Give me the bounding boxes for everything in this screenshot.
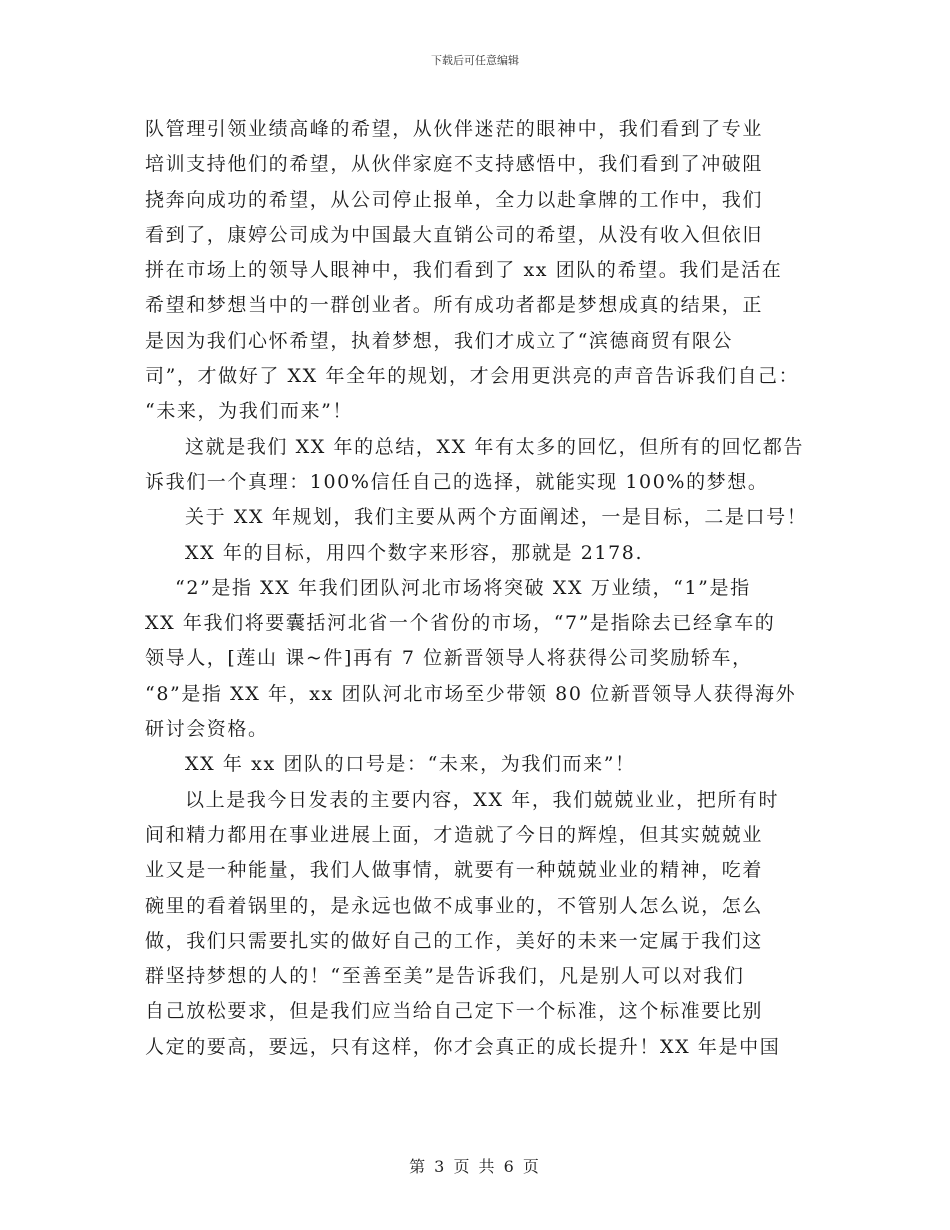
- text-line: 是因为我们心怀希望，执着梦想，我们才成立了“滨德商贸有限公: [145, 329, 734, 352]
- text-line: 队管理引领业绩高峰的希望，从伙伴迷茫的眼神中，我们看到了专业: [145, 118, 764, 140]
- text-line: 领导人，[莲山 课~件]再有 7 位新晋领导人将获得公司奖励轿车，: [145, 647, 753, 670]
- text-line: “未来，为我们而来”！: [145, 400, 354, 423]
- text-line: 希望和梦想当中的一群创业者。所有成功者都是梦想成真的结果，正: [145, 294, 764, 317]
- text-line: 群坚持梦想的人的！“至善至美”是告诉我们，凡是别人可以对我们: [145, 965, 745, 988]
- text-line: 业又是一种能量，我们人做事情，就要有一种兢兢业业的精神，吃着: [145, 859, 764, 882]
- text-line: 人定的要高，要远，只有这样，你才会真正的成长提升！XX 年是中国: [145, 1035, 781, 1058]
- text-line: 看到了，康婷公司成为中国最大直销公司的希望，从没有收入但依旧: [145, 223, 764, 246]
- text-line: 自己放松要求，但是我们应当给自己定下一个标准，这个标准要比别: [145, 1000, 764, 1023]
- text-line: 做，我们只需要扎实的做好自己的工作，美好的未来一定属于我们这: [145, 929, 764, 952]
- text-line: 拼在市场上的领导人眼神中，我们看到了 xx 团队的希望。我们是活在: [145, 259, 783, 282]
- text-line: “8”是指 XX 年，xx 团队河北市场至少带领 80 位新晋领导人获得海外: [145, 682, 797, 705]
- text-line: 挠奔向成功的希望，从公司停止报单，全力以赴拿牌的工作中，我们: [145, 188, 764, 211]
- text-line: 司”，才做好了 XX 年全年的规划，才会用更洪亮的声音告诉我们自己：: [145, 365, 800, 388]
- paragraph-start-line: XX 年的目标，用四个数字来形容，那就是 2178.: [185, 541, 644, 564]
- text-line: 诉我们一个真理：100%信任自己的选择，就能实现 100%的梦想。: [145, 470, 769, 493]
- text-line: XX 年我们将要囊括河北省一个省份的市场，“7”是指除去已经拿车的: [145, 612, 776, 635]
- paragraph-start-line: XX 年 xx 团队的口号是：“未来，为我们而来”！: [185, 753, 636, 776]
- paragraph-start-line: 以上是我今日发表的主要内容，XX 年，我们兢兢业业，把所有时: [185, 788, 780, 811]
- text-line: 间和精力都用在事业进展上面，才造就了今日的辉煌，但其实兢兢业: [145, 823, 764, 846]
- paragraph-start-line: 这就是我们 XX 年的总结，XX 年有太多的回忆，但所有的回忆都告: [185, 435, 805, 458]
- page-header: 下载后可任意编辑: [431, 54, 519, 67]
- text-line: 培训支持他们的希望，从伙伴家庭不支持感悟中，我们看到了冲破阻: [145, 153, 764, 176]
- text-line: 碗里的看着锅里的，是永远也做不成事业的，不管别人怎么说，怎么: [145, 894, 764, 917]
- paragraph-start-line: “2”是指 XX 年我们团队河北市场将突破 XX 万业绩，“1”是指: [175, 576, 751, 599]
- text-line: 研讨会资格。: [145, 718, 269, 741]
- document-body: [145, 112, 825, 1065]
- paragraph-start-line: 关于 XX 年规划，我们主要从两个方面阐述，一是目标，二是口号！: [185, 506, 808, 529]
- page-number-footer: 第 3 页 共 6 页: [409, 1157, 541, 1176]
